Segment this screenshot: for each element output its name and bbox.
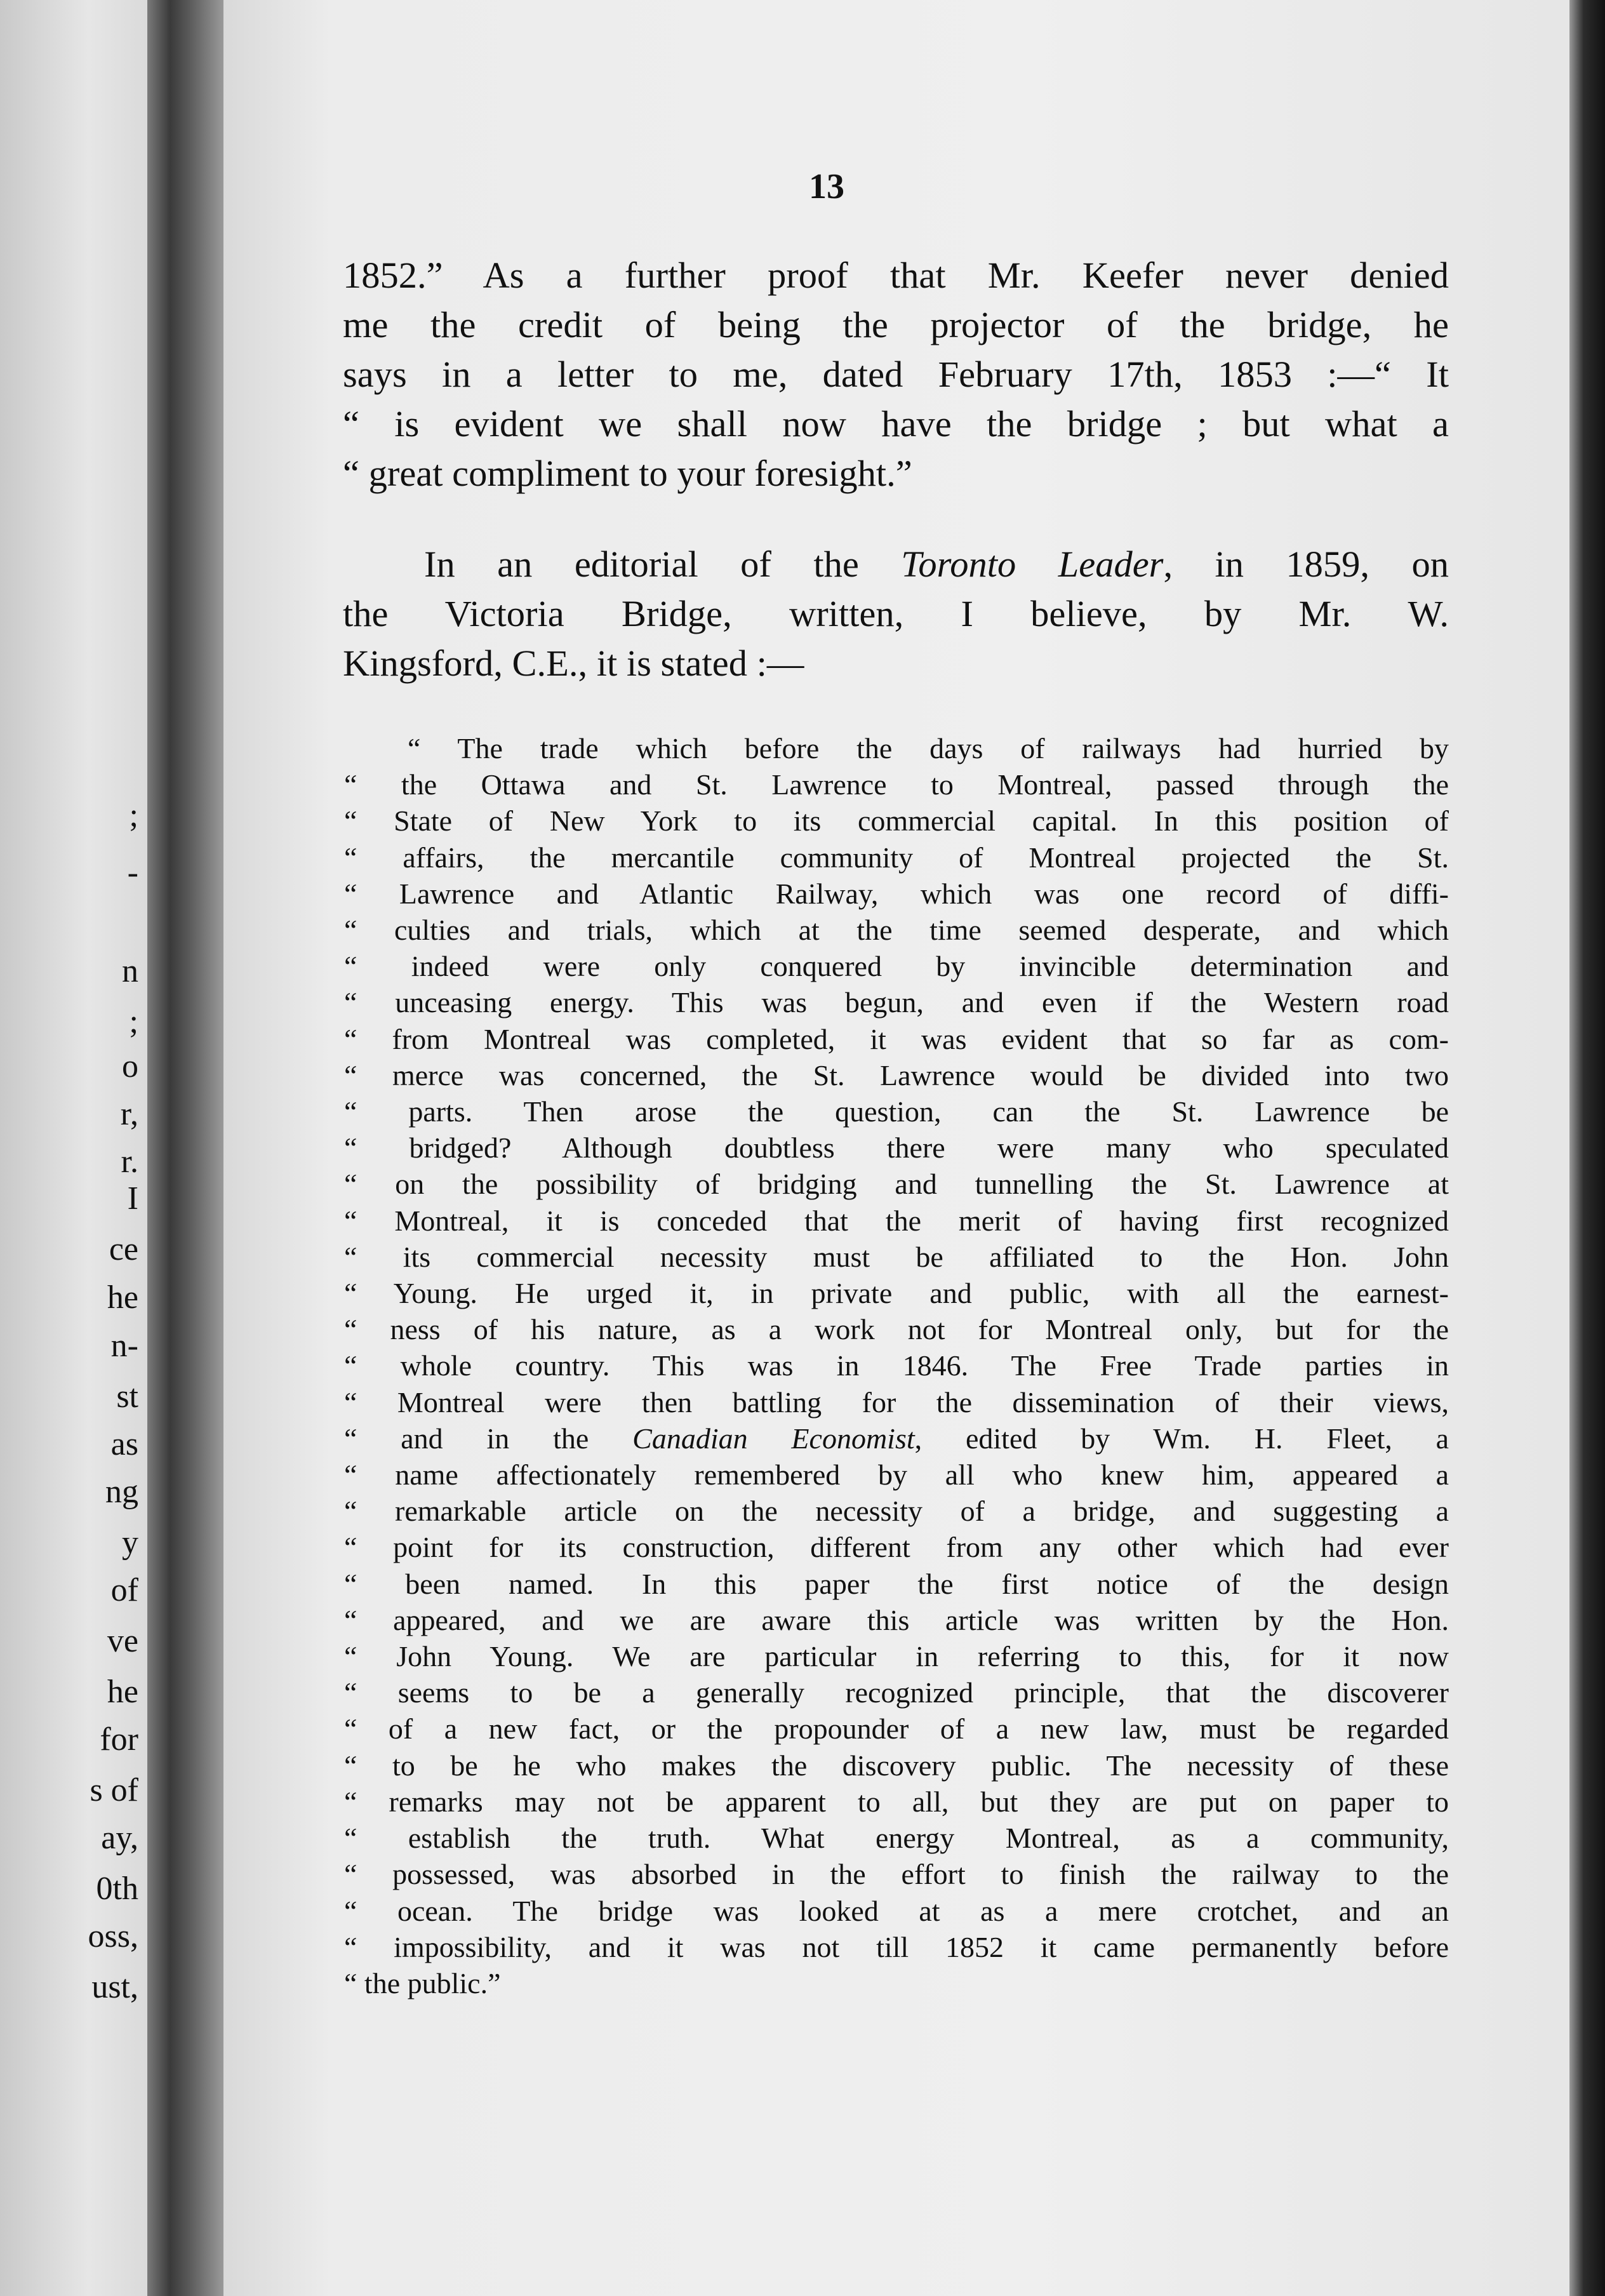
text-segment: , in 1859, on <box>1163 544 1449 585</box>
text-segment: “ and in the <box>344 1422 633 1455</box>
scan-border <box>1569 0 1605 2296</box>
quote-line: “ impossibility, and it was not till 1852 it came permanently before <box>344 1930 1449 1963</box>
left-fragment: ce <box>109 1231 138 1267</box>
book-gutter <box>147 0 223 2296</box>
left-fragment: n <box>122 953 138 989</box>
quote-line: “ parts. Then arose the question, can the St. Lawrence be <box>344 1095 1449 1128</box>
left-page-fragment <box>0 0 147 2296</box>
newspaper-title: Toronto Leader <box>901 544 1164 585</box>
quote-line: “ establish the truth. What energy Montreal, as a community, <box>344 1822 1449 1855</box>
text-line: Kingsford, C.E., it is stated :— <box>343 643 804 684</box>
quote-line: “ Young. He urged it, in private and public, with all the earnest- <box>344 1277 1449 1310</box>
left-fragment: o <box>122 1048 138 1085</box>
left-fragment: I <box>127 1180 138 1217</box>
quote-line: “ Lawrence and Atlantic Railway, which was one record of diffi- <box>344 877 1449 910</box>
text-line: me the credit of being the projector of the bridge, he <box>343 304 1449 345</box>
left-fragment: ng <box>105 1474 138 1510</box>
left-fragment: ve <box>107 1623 138 1659</box>
text-segment: , edited by Wm. H. Fleet, a <box>914 1422 1449 1455</box>
left-fragment: he <box>107 1674 138 1710</box>
quote-line: “ point for its construction, different from any other which had ever <box>344 1531 1449 1564</box>
quote-line: “ whole country. This was in 1846. The Free Trade parties in <box>344 1349 1449 1382</box>
page <box>223 0 1569 2296</box>
block-quote <box>344 730 1449 2001</box>
quote-line: “ culties and trials, which at the time seemed desperate, and which <box>344 914 1449 947</box>
quote-line: “ merce was concerned, the St. Lawrence would be divided into two <box>344 1058 1449 1091</box>
quote-line: “ to be he who makes the discovery public. The necessity of these <box>344 1749 1449 1782</box>
left-fragment: s of <box>90 1772 138 1808</box>
left-fragment: of <box>110 1572 138 1608</box>
quote-line: “ John Young. We are particular in referring to this, for it now <box>344 1640 1449 1673</box>
left-fragment: ; <box>129 1004 138 1040</box>
left-fragment: ; <box>129 798 138 834</box>
quote-line: “ on the possibility of bridging and tunnelling the St. Lawrence at <box>344 1168 1449 1201</box>
text-line <box>343 540 1449 589</box>
publication-title: Canadian Economist <box>632 1422 915 1455</box>
quote-line: “ possessed, was absorbed in the effort to finish the railway to the <box>344 1858 1449 1891</box>
left-fragment: y <box>122 1525 138 1561</box>
left-fragment: st <box>116 1378 138 1415</box>
quote-line: “ bridged? Although doubtless there were many who speculated <box>344 1131 1449 1165</box>
quote-line: “ been named. In this paper the first notice of the design <box>344 1567 1449 1600</box>
quote-line: “ remarkable article on the necessity of a bridge, and suggesting a <box>344 1495 1449 1528</box>
paragraph-continuation <box>343 251 1449 498</box>
quote-line: “ ness of his nature, as a work not for Montreal only, but for the <box>344 1313 1449 1346</box>
left-fragment: as <box>110 1426 138 1462</box>
left-fragment: for <box>100 1721 138 1758</box>
quote-line: “ indeed were only conquered by invincible determination and <box>344 950 1449 983</box>
left-fragment: - <box>127 855 138 891</box>
quote-line: “ seems to be a generally recognized principle, that the discoverer <box>344 1676 1449 1709</box>
quote-line: “ remarks may not be apparent to all, but they are put on paper to <box>344 1785 1449 1818</box>
left-fragment: he <box>107 1279 138 1316</box>
quote-line: “ name affectionately remembered by all who knew him, appeared a <box>344 1458 1449 1492</box>
quote-line: “ State of New York to its commercial capital. In this position of <box>344 804 1449 838</box>
quote-line: “ its commercial necessity must be affiliated to the Hon. John <box>344 1240 1449 1273</box>
quote-line: “ the Ottawa and St. Lawrence to Montreal, passed through the <box>344 768 1449 801</box>
left-fragment: r. <box>121 1144 138 1180</box>
quote-line <box>344 1420 1449 1457</box>
quote-line: “ affairs, the mercantile community of Montreal projected the St. <box>344 841 1449 874</box>
quote-line: “ the public.” <box>344 1966 501 1999</box>
quote-line: “ appeared, and we are aware this article was written by the Hon. <box>344 1603 1449 1636</box>
paragraph-editorial-intro <box>343 540 1449 688</box>
text-line: “ great compliment to your foresight.” <box>343 453 912 494</box>
quote-line: “ ocean. The bridge was looked at as a mere crotchet, and an <box>344 1894 1449 1927</box>
quote-line: “ Montreal were then battling for the dissemination of their views, <box>344 1385 1449 1418</box>
quote-line: “ The trade which before the days of railways had hurried by <box>408 732 1449 764</box>
quote-line: “ unceasing energy. This was begun, and even if the Western road <box>344 986 1449 1019</box>
left-fragment: 0th <box>96 1871 138 1907</box>
text-line: 1852.” As a further proof that Mr. Keefer never denied <box>343 255 1449 296</box>
left-fragment: ay, <box>101 1820 138 1856</box>
page-number: 13 <box>809 167 844 206</box>
text-line: the Victoria Bridge, written, I believe, by Mr. W. <box>343 593 1449 634</box>
left-fragment: ust, <box>91 1969 138 2005</box>
quote-line: “ Montreal, it is conceded that the merit of having first recognized <box>344 1204 1449 1237</box>
quote-line: “ from Montreal was completed, it was evident that so far as com- <box>344 1022 1449 1055</box>
left-fragment: n- <box>110 1328 138 1364</box>
text-line: “ is evident we shall now have the bridge ; but what a <box>343 403 1449 444</box>
quote-line: “ of a new fact, or the propounder of a new law, must be regarded <box>344 1712 1449 1745</box>
text-segment: In an editorial of the <box>424 544 902 585</box>
left-fragment: r, <box>120 1096 138 1132</box>
left-fragment: oss, <box>88 1918 138 1954</box>
text-line: says in a letter to me, dated February 17th, 1853 :—“ It <box>343 354 1449 395</box>
